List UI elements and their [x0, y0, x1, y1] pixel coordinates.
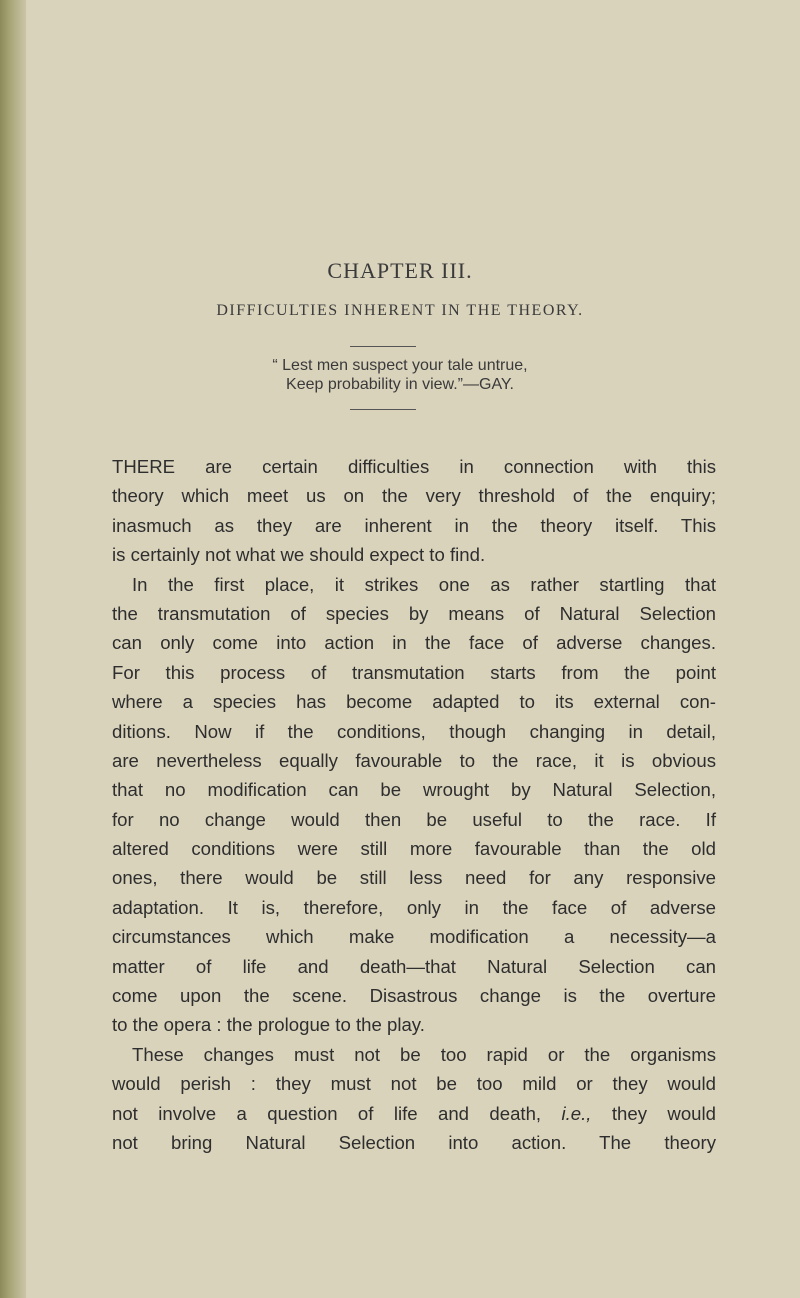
text-line: matter of life and death—that Natural Selection can: [112, 955, 716, 977]
text-line: that no modification can be wrought by Natural Selection,: [112, 779, 716, 801]
text-line: THERE are certain difficulties in connection with this: [112, 456, 716, 477]
divider-bottom: [350, 409, 416, 410]
epigraph-line-2: Keep probability in view.”—GAY.: [286, 376, 514, 393]
epigraph: [0, 356, 800, 394]
text-line: would perish : they must not be too mild or they would: [112, 1073, 716, 1095]
text-line: for no change would then be useful to the race. If: [112, 808, 716, 830]
text-line: come upon the scene. Disastrous change is the overture: [112, 985, 716, 1007]
text-line: In the first place, it strikes one as rather startling that: [132, 573, 716, 595]
text-line: where a species has become adapted to its external con-: [112, 691, 716, 713]
text-line: can only come into action in the face of adverse changes.: [112, 632, 716, 654]
text-line: to the opera : the prologue to the play.: [112, 1014, 425, 1036]
text-line: adaptation. It is, therefore, only in the face of adverse: [112, 896, 716, 918]
text-line: not involve a question of life and death, i.e., they would: [112, 1102, 716, 1124]
chapter-subtitle: DIFFICULTIES INHERENT IN THE THEORY.: [216, 302, 584, 319]
text-line: is certainly not what we should expect to find.: [112, 544, 486, 566]
divider-top: [350, 346, 416, 347]
text-line: altered conditions were still more favourable than the old: [112, 838, 716, 860]
text-line: not bring Natural Selection into action. The theory: [112, 1131, 716, 1153]
text-line: theory which meet us on the very threshold of the enquiry;: [112, 485, 716, 507]
text-line: For this process of transmutation starts from the point: [112, 661, 716, 683]
text-line: inasmuch as they are inherent in the theory itself. This: [112, 514, 716, 536]
text-line: circumstances which make modification a necessity—a: [112, 926, 716, 948]
text-line: ones, there would be still less need for any responsive: [112, 867, 716, 889]
text-line: the transmutation of species by means of Natural Selection: [112, 602, 716, 624]
page-binding-edge: [0, 0, 26, 1298]
epigraph-line-1: “ Lest men suspect your tale untrue,: [272, 357, 528, 374]
text-line: are nevertheless equally favourable to the race, it is obvious: [112, 749, 716, 771]
chapter-title: CHAPTER III.: [327, 258, 473, 283]
text-line: These changes must not be too rapid or the organisms: [132, 1043, 716, 1065]
drop-cap-word: THERE: [112, 456, 176, 477]
body-text: [112, 452, 716, 1157]
text-line: ditions. Now if the conditions, though changing in detail,: [112, 720, 716, 742]
